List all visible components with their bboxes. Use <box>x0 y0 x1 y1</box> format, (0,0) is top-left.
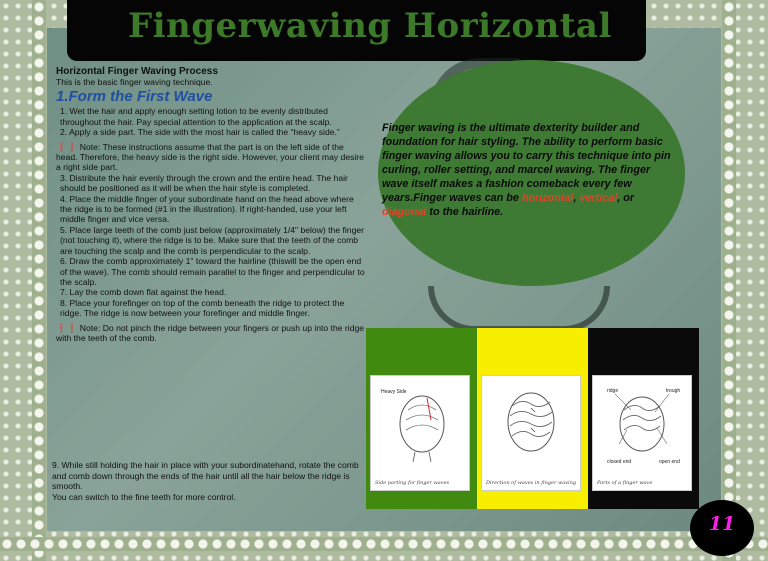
figure-card <box>592 375 692 491</box>
highlight-diagonal: diagonal <box>382 206 427 218</box>
intro-sep-2: , or <box>617 192 635 204</box>
process-subheading: This is the basic finger waving technique. <box>56 77 213 87</box>
step-9-end: You can switch to the fine teeth for more control. <box>52 491 236 502</box>
step-3: 3. Distribute the hair evenly through the crown and the entire head. The hair should be positioned as it will be when the hair style is completed. <box>60 172 348 194</box>
lace-border-bottom <box>0 537 768 551</box>
step-2: 2. Apply a side part. The side with the most hair is called the “heavy side.” <box>60 127 340 138</box>
note-2 <box>56 323 366 344</box>
figure-wave-direction <box>477 328 588 509</box>
caption-parts-of-wave: Parts of a finger wave <box>597 480 653 486</box>
label-heavy-side: Heavy Side <box>381 389 407 395</box>
label-ridge: ridge <box>607 388 619 394</box>
section-title: 1.Form the First Wave <box>56 88 213 106</box>
step-6: 6. Draw the comb approximately 1" toward the hairline (thiswill be the open end of the wave). The comb should remain parallel to the finger and perpendicular to the scalp. <box>60 256 365 287</box>
label-trough: trough <box>666 388 681 394</box>
step-9-block <box>52 460 364 502</box>
process-heading: Horizontal Finger Waving Process <box>56 66 218 77</box>
step-7: 7. Lay the comb down flat against the head. <box>60 287 227 298</box>
step-9: 9. While still holding the hair in place with your subordinatehand, rotate the comb and comb down through the ends of the hair until all the hair below the ridge is smooth. <box>52 460 359 491</box>
step-5: 5. Place large teeth of the comb just below (approximately 1/4" below) the finger (not touching it), where the ridge is to be. Make sure that the teeth of the comb are touching the scalp and the comb is perpendicular to the scalp. <box>60 224 364 256</box>
label-open-end: open end <box>659 459 680 465</box>
step-4: 4. Place the middle finger of your subordinate hand on the head above where the ridge is to be formed (#1 in the illustration). If right-handed, use your left middle finger and vice versa. <box>60 193 354 225</box>
lace-border-left <box>32 0 46 561</box>
head-illustration <box>486 380 576 464</box>
figure-card <box>370 375 470 491</box>
label-closed-end: closed end <box>607 459 632 465</box>
step-8: 8. Place your forefinger on top of the comb beneath the ridge to protect the ridge. The ridge is now between your forefinger and middle finger. <box>60 297 345 319</box>
intro-text <box>382 121 678 219</box>
lace-border-right <box>722 0 736 561</box>
highlight-vertical: vertical <box>579 192 618 204</box>
decorative-ring-bottom <box>428 286 610 332</box>
figure-strip <box>366 328 700 509</box>
highlight-horizontal: horizontal <box>521 192 574 204</box>
intro-part-2: to the hairline. <box>426 206 504 218</box>
page-number-badge <box>690 500 754 556</box>
page-number: 11 <box>708 513 736 535</box>
figure-parts-of-wave <box>588 328 699 509</box>
note-2-text: Note: Do not pinch the ridge between your fingers or push up into the ridge with the teeth of the comb. <box>56 322 365 343</box>
caption-side-parting: Side parting for finger waves <box>375 480 450 486</box>
figure-card <box>481 375 581 491</box>
process-instructions <box>56 66 366 343</box>
warning-icon: ❗❗ <box>56 322 78 333</box>
figure-side-parting <box>366 328 477 509</box>
page-title: Fingerwaving Horizontal <box>128 6 612 46</box>
intro-part-1: Finger waving is the ultimate dexterity builder and foundation for hair styling. The ability to perform basic finger waving allows you to carry this technique into pin curling, roller setting, and marcel waving. The finger wave itself makes a fashion comeback every few years.Finger waves can be <box>382 122 671 204</box>
step-1: 1. Wet the hair and apply enough setting lotion to be evenly distributed throughout the hair. Pay special attention to the application at the scalp. <box>60 106 332 127</box>
note-1-text: Note: These instructions assume that the part is on the left side of the head. Therefore, the heavy side is the right side. However, your client may desire a right side part. <box>56 141 364 173</box>
note-1 <box>56 142 366 173</box>
caption-wave-direction: Direction of waves in finger waving <box>486 480 577 486</box>
warning-icon: ❗❗ <box>56 141 78 152</box>
intro-sep-1: , <box>573 192 580 204</box>
